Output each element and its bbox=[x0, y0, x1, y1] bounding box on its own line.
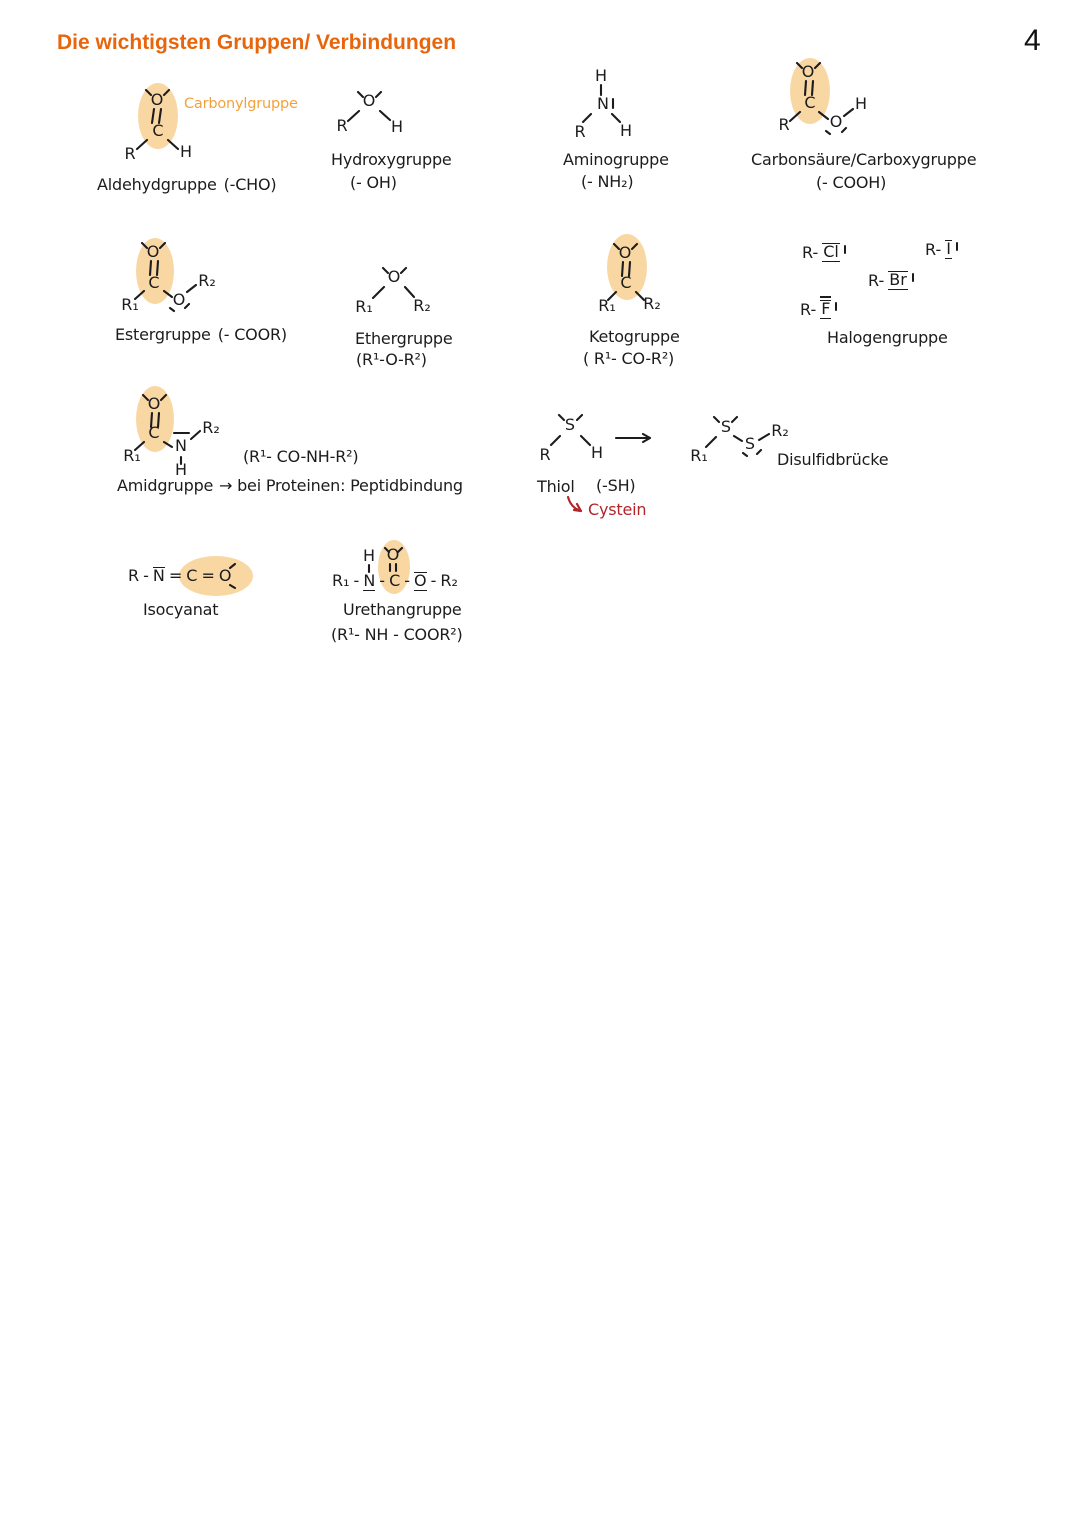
thiol-formula: (-SH) bbox=[596, 476, 636, 495]
ester-atom-o: O bbox=[172, 290, 186, 309]
carboxy-atom-o-top: O bbox=[801, 62, 815, 81]
halogen-br-symbol: Br bbox=[889, 270, 907, 290]
aldehyd-formula: (-CHO) bbox=[223, 175, 277, 194]
halogen-item-br bbox=[868, 271, 914, 290]
halogen-cl-symbol: Cl bbox=[823, 242, 839, 262]
ester-formula: (- COOR) bbox=[217, 325, 287, 344]
lone-pair-tick bbox=[912, 273, 914, 282]
thiol-name: Thiol bbox=[537, 477, 575, 496]
ester-atom-o-top: O bbox=[146, 242, 160, 261]
amino-atom-h-top: H bbox=[594, 66, 608, 85]
aldehyd-atom-c: C bbox=[152, 121, 164, 140]
amino-formula: (- NH₂) bbox=[581, 172, 634, 191]
disulfid-atom-s1: S bbox=[720, 417, 732, 436]
urethan-part-n: N bbox=[363, 571, 376, 590]
keto-atom-r1: R₁ bbox=[598, 296, 616, 315]
aldehyd-atom-r: R bbox=[124, 144, 136, 163]
urethan-part-dash2: - bbox=[379, 571, 386, 590]
aldehyd-label bbox=[97, 176, 276, 194]
keto-formula: ( R¹- CO-R²) bbox=[583, 349, 675, 368]
page-number: 4 bbox=[1024, 24, 1041, 57]
halogen-i-prefix: R- bbox=[925, 240, 942, 259]
urethan-part-o: O bbox=[414, 571, 427, 590]
ether-formula: (R¹-O-R²) bbox=[356, 350, 427, 369]
keto-atom-c: C bbox=[620, 273, 632, 292]
halogen-f-prefix: R- bbox=[800, 300, 817, 319]
disulfid-atom-r2: R₂ bbox=[771, 421, 789, 440]
urethan-atom-h-top: H bbox=[362, 546, 376, 565]
disulfid-atom-r1: R₁ bbox=[690, 446, 708, 465]
isocyanat-part-dash: - bbox=[143, 566, 149, 585]
ester-name: Estergruppe bbox=[115, 325, 211, 344]
carboxy-atom-r: R bbox=[778, 115, 790, 134]
cystein-annotation: Cystein bbox=[588, 500, 647, 519]
carboxy-atom-c: C bbox=[804, 93, 816, 112]
keto-atom-o-top: O bbox=[618, 243, 632, 262]
urethan-part-r2: R₂ bbox=[440, 571, 458, 590]
amid-atom-c: C bbox=[148, 423, 160, 442]
amid-formula: (R¹- CO-NH-R²) bbox=[243, 447, 359, 466]
isocyanat-part-r: R bbox=[128, 566, 140, 585]
keto-atom-r2: R₂ bbox=[643, 294, 661, 313]
amid-note: → bei Proteinen: Peptidbindung bbox=[219, 476, 463, 495]
hydroxy-atom-r: R bbox=[336, 116, 348, 135]
isocyanat-part-eq1: = bbox=[168, 566, 183, 585]
hydroxy-atom-o: O bbox=[362, 91, 376, 110]
hydroxy-formula: (- OH) bbox=[350, 173, 397, 192]
halogen-br-prefix: R- bbox=[868, 271, 885, 290]
urethan-part-dash3: - bbox=[404, 571, 411, 590]
urethan-part-dash4: - bbox=[430, 571, 437, 590]
ester-label bbox=[115, 326, 287, 344]
lone-pair-tick bbox=[956, 242, 958, 251]
disulfid-name: Disulfidbrücke bbox=[777, 450, 889, 469]
disulfid-atom-s2: S bbox=[744, 434, 756, 453]
ether-name: Ethergruppe bbox=[355, 329, 453, 348]
aldehyd-atom-o: O bbox=[150, 90, 164, 109]
thiol-atom-h: H bbox=[590, 443, 604, 462]
amid-atom-o-top: O bbox=[147, 394, 161, 413]
urethan-atom-o-top: O bbox=[386, 545, 400, 564]
thiol-atom-r: R bbox=[539, 445, 551, 464]
hydroxy-atom-h: H bbox=[390, 117, 404, 136]
thiol-atom-s: S bbox=[564, 415, 576, 434]
page-title: Die wichtigsten Gruppen/ Verbindungen bbox=[57, 31, 457, 54]
ether-atom-o: O bbox=[387, 267, 401, 286]
keto-name: Ketogruppe bbox=[589, 327, 680, 346]
carboxy-name: Carbonsäure/Carboxygruppe bbox=[751, 150, 977, 169]
carboxy-atom-h: H bbox=[854, 94, 868, 113]
ether-atom-r1: R₁ bbox=[355, 297, 373, 316]
amino-atom-h: H bbox=[619, 121, 633, 140]
halogen-cl-prefix: R- bbox=[802, 243, 819, 262]
urethan-part-r1: R₁ bbox=[332, 571, 350, 590]
amino-atom-r: R bbox=[574, 122, 586, 141]
halogen-f-symbol: F bbox=[821, 299, 831, 319]
ester-atom-r1: R₁ bbox=[121, 295, 139, 314]
amid-atom-r1: R₁ bbox=[123, 446, 141, 465]
lone-pair-tick bbox=[835, 302, 837, 311]
isocyanat-part-c: C bbox=[186, 566, 198, 585]
cystein-arrow bbox=[568, 497, 581, 511]
urethan-formula-row bbox=[332, 571, 458, 591]
hydroxy-name: Hydroxygruppe bbox=[331, 150, 452, 169]
aldehyd-name: Aldehydgruppe bbox=[97, 175, 217, 194]
isocyanat-name: Isocyanat bbox=[143, 600, 219, 619]
ether-atom-r2: R₂ bbox=[413, 296, 431, 315]
isocyanat-part-o: O bbox=[218, 566, 232, 585]
ester-atom-r2: R₂ bbox=[198, 271, 216, 290]
amino-name: Aminogruppe bbox=[563, 150, 669, 169]
carboxy-atom-o: O bbox=[829, 112, 843, 131]
amid-atom-n: N bbox=[175, 436, 187, 455]
lone-pair-tick bbox=[844, 245, 846, 254]
amid-atom-r2: R₂ bbox=[202, 418, 220, 437]
isocyanat-part-n: N bbox=[152, 566, 165, 585]
urethan-part-c: C bbox=[389, 571, 401, 590]
halogen-name: Halogengruppe bbox=[827, 328, 948, 347]
halogen-item-cl bbox=[802, 243, 846, 262]
ester-atom-c: C bbox=[148, 273, 160, 292]
halogen-item-i bbox=[925, 240, 958, 259]
amid-name: Amidgruppe bbox=[117, 476, 214, 495]
isocyanat-formula-row bbox=[128, 566, 231, 585]
carboxy-formula: (- COOH) bbox=[816, 173, 887, 192]
amid-atom-h: H bbox=[174, 460, 188, 479]
carbonyl-annotation: Carbonylgruppe bbox=[184, 96, 298, 112]
amino-atom-n: N bbox=[597, 94, 609, 113]
halogen-item-f bbox=[800, 300, 837, 319]
urethan-name: Urethangruppe bbox=[343, 600, 462, 619]
aldehyd-atom-h: H bbox=[179, 142, 193, 161]
urethan-part-dash1: - bbox=[353, 571, 360, 590]
halogen-i-symbol: I bbox=[946, 239, 951, 259]
urethan-formula: (R¹- NH - COOR²) bbox=[331, 625, 463, 644]
isocyanat-part-eq2: = bbox=[201, 566, 215, 585]
